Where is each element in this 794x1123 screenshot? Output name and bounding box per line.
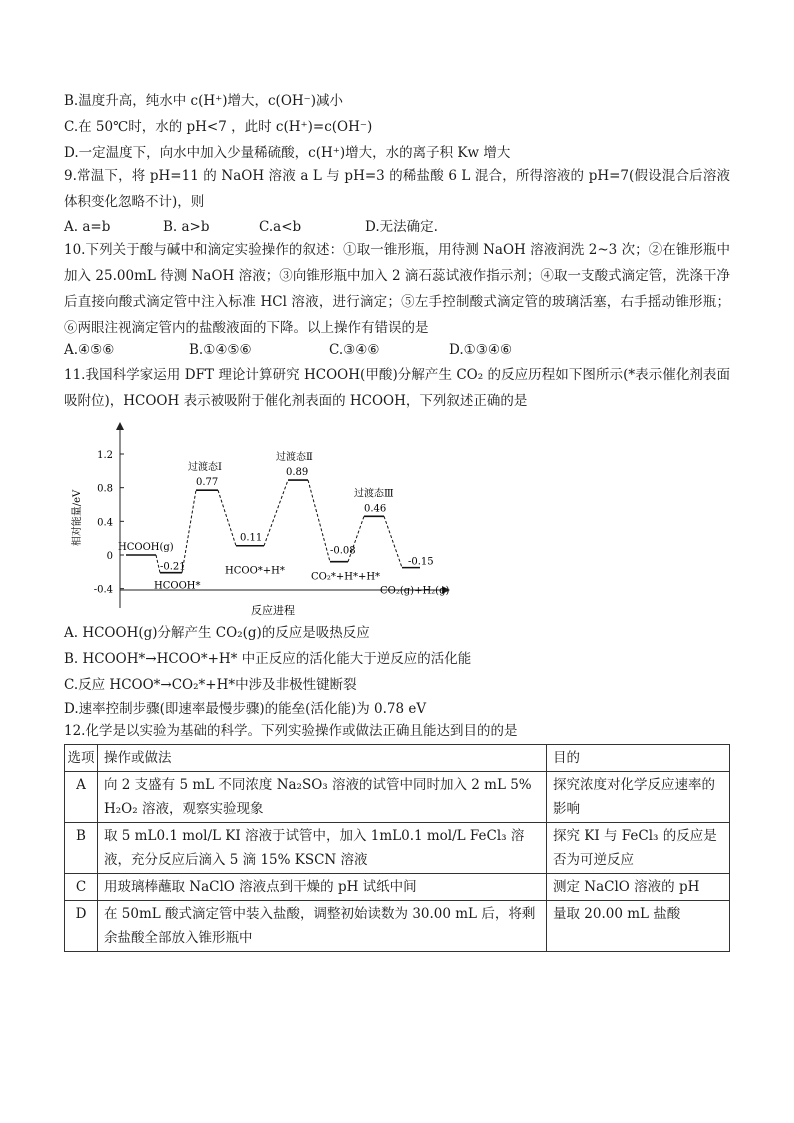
row-goal: 测定 NaClO 溶液的 pH xyxy=(547,874,730,901)
state-label: HCOOH(g) xyxy=(118,542,174,553)
energy-connector xyxy=(182,490,196,572)
header-operation: 操作或做法 xyxy=(98,745,547,772)
value-label: -0.08 xyxy=(330,545,356,557)
y-tick-label: 0.4 xyxy=(97,517,113,529)
y-tick-label: -0.4 xyxy=(93,584,113,596)
row-goal: 探究浓度对化学反应速率的影响 xyxy=(547,772,730,823)
q9-options xyxy=(64,218,438,236)
value-label: 0.11 xyxy=(240,532,263,544)
q10-option-b: B.①④⑤⑥ xyxy=(189,342,252,358)
q10-option-a: A.④⑤⑥ xyxy=(64,342,115,358)
state-label: CO₂(g)+H₂(g) xyxy=(380,585,450,597)
table-row xyxy=(65,874,730,901)
row-goal: 探究 KI 与 FeCl₃ 的反应是否为可逆反应 xyxy=(547,823,730,874)
q9-option-c: C.a<b xyxy=(259,219,302,235)
experiment-table xyxy=(64,744,730,952)
value-label: 0.77 xyxy=(196,477,219,489)
q11-option-a: A. HCOOH(g)分解产生 CO₂(g)的反应是吸热反应 xyxy=(64,625,370,641)
row-option: B xyxy=(65,823,98,874)
q8-option-d: D.一定温度下，向水中加入少量稀硫酸，c(H⁺)增大，水的离子积 Kw 增大 xyxy=(64,145,511,161)
q11-option-d: D.速率控制步骤(即速率最慢步骤)的能垒(活化能)为 0.78 eV xyxy=(64,701,427,717)
y-tick-label: 0 xyxy=(106,551,113,562)
table-row xyxy=(65,823,730,874)
row-operation: 取 5 mL0.1 mol/L KI 溶液于试管中，加入 1mL0.1 mol/L FeCl₃ 溶液，充分反应后滴入 5 滴 15% KSCN 溶液 xyxy=(98,823,547,874)
energy-profile-chart xyxy=(68,418,468,618)
q8-option-b: B.温度升高，纯水中 c(H⁺)增大，c(OH⁻)减小 xyxy=(64,93,344,109)
q8-option-c: C.在 50℃时，水的 pH<7 ，此时 c(H⁺)=c(OH⁻) xyxy=(64,119,373,135)
q11-option-b: B. HCOOH*→HCOO*+H* 中正反应的活化能大于逆反应的活化能 xyxy=(64,651,472,667)
energy-connector xyxy=(264,480,288,546)
row-operation: 用玻璃棒蘸取 NaClO 溶液点到干燥的 pH 试纸中间 xyxy=(98,874,547,901)
energy-connector xyxy=(308,480,330,562)
state-label: 过渡态Ⅱ xyxy=(276,452,313,464)
y-tick-label: 0.8 xyxy=(97,483,113,495)
state-label: 过渡态Ⅲ xyxy=(354,488,394,500)
state-label: HCOO*+H* xyxy=(225,565,285,577)
q10-options xyxy=(64,341,512,359)
state-label: CO₂*+H*+H* xyxy=(311,571,381,583)
q11-stem: 11.我国科学家运用 DFT 理论计算研究 HCOOH(甲酸)分解产生 CO₂ 的反应历程如下图所示(*表示催化剂表面吸附位)，HCOOH 表示被吸附于催化剂表面的 HCOOH，下列叙述正确的是 xyxy=(64,367,730,409)
q9-option-a: A. a=b xyxy=(64,219,111,235)
energy-connector xyxy=(218,490,236,546)
row-option: C xyxy=(65,874,98,901)
y-tick-label: 1.2 xyxy=(97,450,113,461)
q9-option-d: D.无法确定. xyxy=(365,219,438,235)
q11-option-c: C.反应 HCOO*→CO₂*+H*中涉及非极性键断裂 xyxy=(64,677,357,693)
header-option: 选项 xyxy=(65,745,98,772)
header-goal: 目的 xyxy=(547,745,730,772)
value-label: 0.46 xyxy=(364,503,387,515)
q9-stem: 9.常温下，将 pH=11 的 NaOH 溶液 a L 与 pH=3 的稀盐酸 6 L 混合，所得溶液的 pH=7(假设混合后溶液体积变化忽略不计)，则 xyxy=(64,168,730,210)
table-row xyxy=(65,901,730,952)
table-header-row xyxy=(65,745,730,772)
q9-option-b: B. a>b xyxy=(163,219,210,235)
value-label: -0.15 xyxy=(408,556,434,568)
q12-stem: 12.化学是以实验为基础的科学。下列实验操作或做法正确且能达到目的的是 xyxy=(64,723,518,739)
row-option: D xyxy=(65,901,98,952)
row-option: A xyxy=(65,772,98,823)
table-row xyxy=(65,772,730,823)
value-label: 0.89 xyxy=(286,467,309,479)
energy-connector xyxy=(384,516,402,567)
q10-stem: 10.下列关于酸与碱中和滴定实验操作的叙述：①取一锥形瓶，用待测 NaOH 溶液润洗 2~3 次；②在锥形瓶中加入 25.00mL 待测 NaOH 溶液；③向锥形瓶中加入 2 滴石蕊试液作指示剂；④取一支酸式滴定管，洗涤干净后直接向酸式滴定管中注入标准 HCl 溶液，进行滴定；⑤左手控制酸式滴定管的玻璃活塞，右手摇动锥形瓶；⑥两眼注视滴定管内的盐酸液面的下降。以上操作有错误的是 xyxy=(64,242,730,336)
row-goal: 量取 20.00 mL 盐酸 xyxy=(547,901,730,952)
x-axis-label: 反应进程 xyxy=(251,604,295,617)
row-operation: 在 50mL 酸式滴定管中装入盐酸，调整初始读数为 30.00 mL 后，将剩余盐酸全部放入锥形瓶中 xyxy=(98,901,547,952)
q10-option-c: C.③④⑥ xyxy=(329,342,380,358)
row-operation: 向 2 支盛有 5 mL 不同浓度 Na₂SO₃ 溶液的试管中同时加入 2 mL 5% H₂O₂ 溶液，观察实验现象 xyxy=(98,772,547,823)
state-label: HCOOH* xyxy=(154,580,201,592)
state-label: 过渡态Ⅰ xyxy=(188,462,222,474)
value-label: -0.21 xyxy=(160,561,186,573)
q10-option-d: D.①③④⑥ xyxy=(449,342,513,358)
y-axis-label: 相对能量/eV xyxy=(72,489,83,547)
